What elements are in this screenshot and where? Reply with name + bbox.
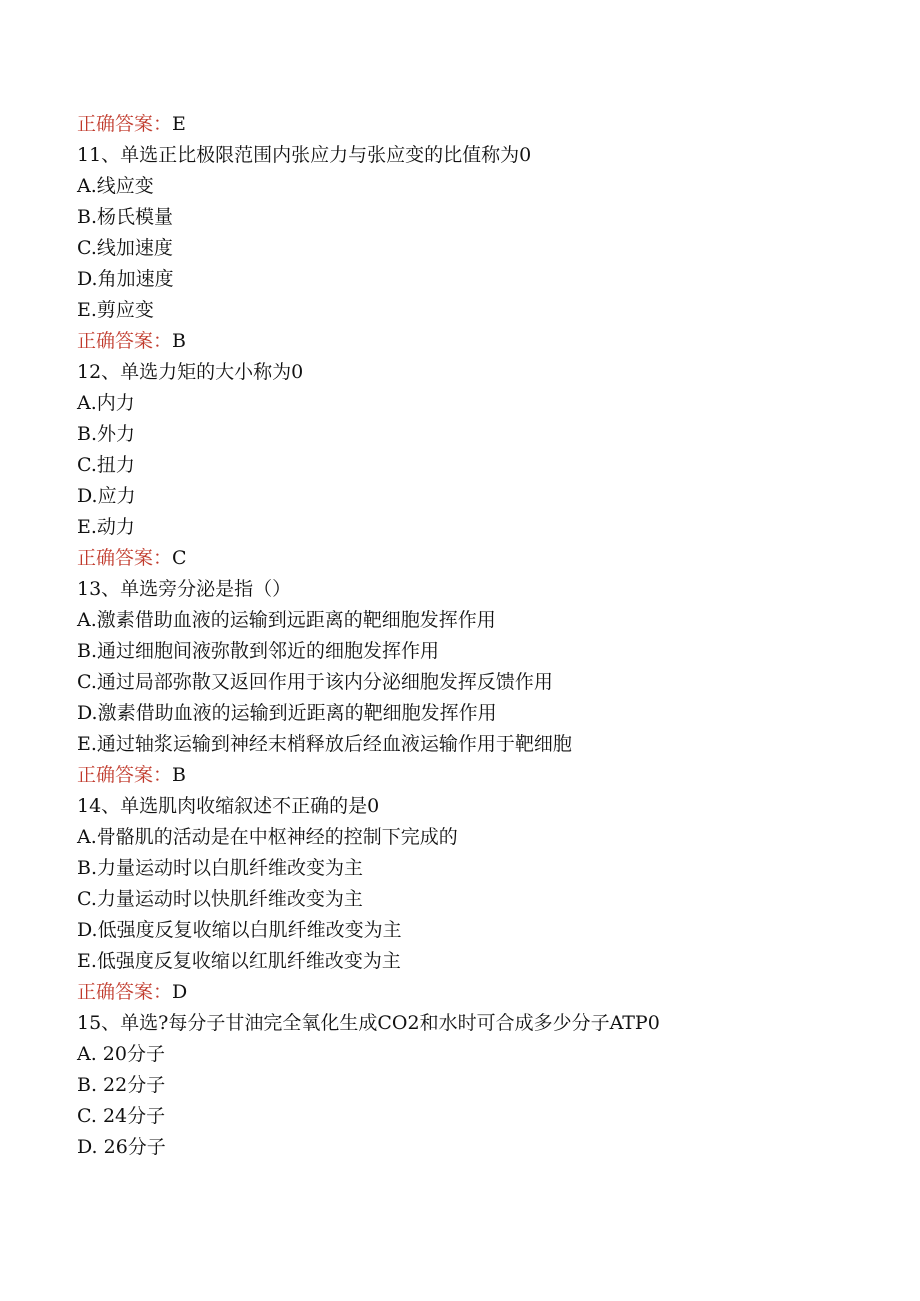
answer-value: C [172,547,187,569]
option-item: C. 24分子 [77,1105,166,1127]
question-stem: 12、单选力矩的大小称为0 [77,361,304,383]
question-stem: 11、单选正比极限范围内张应力与张应变的比值称为0 [77,144,532,166]
answer-line [77,543,897,574]
question-stem: 14、单选肌肉收缩叙述不正确的是0 [77,795,380,817]
answer-label: 正确答案： [77,113,173,135]
option-item: B.杨氏模量 [77,206,174,228]
answer-label: 正确答案： [77,981,173,1003]
option-item: C.线加速度 [77,237,173,259]
option-item: B.力量运动时以白肌纤维改变为主 [77,857,364,879]
answer-line [77,760,897,791]
answer-value: D [172,981,188,1003]
option-item: A.内力 [77,392,135,414]
option-item: C.力量运动时以快肌纤维改变为主 [77,888,363,910]
option-item: E.动力 [77,516,135,538]
answer-value: B [172,330,186,352]
option-item: B.通过细胞间液弥散到邻近的细胞发挥作用 [77,640,440,662]
option-item: A.激素借助血液的运输到远距离的靶细胞发挥作用 [77,609,496,631]
answer-value: B [172,764,186,786]
answer-label: 正确答案： [77,764,173,786]
option-item: B. 22分子 [77,1074,166,1096]
option-item: E.剪应变 [77,299,154,321]
option-item: C.通过局部弥散又返回作用于该内分泌细胞发挥反馈作用 [77,671,553,693]
option-item: D.角加速度 [77,268,174,290]
option-item: A. 20分子 [77,1043,165,1065]
question-stem: 15、单选?每分子甘油完全氧化生成CO2和水时可合成多少分子ATP0 [77,1012,660,1034]
option-item: C.扭力 [77,454,135,476]
option-item: E.通过轴浆运输到神经末梢释放后经血液运输作用于靶细胞 [77,733,572,755]
option-item: A.线应变 [77,175,154,197]
answer-line [77,326,897,357]
answer-line [77,977,897,1008]
answer-value: E [172,113,186,135]
option-item: D.低强度反复收缩以白肌纤维改变为主 [77,919,402,941]
option-item: D. 26分子 [77,1136,166,1158]
option-item: D.激素借助血液的运输到近距离的靶细胞发挥作用 [77,702,497,724]
option-item: A.骨骼肌的活动是在中枢神经的控制下完成的 [77,826,458,848]
answer-label: 正确答案： [77,330,173,352]
option-item: D.应力 [77,485,136,507]
document-page [77,109,897,1163]
question-stem: 13、单选旁分泌是指（） [77,578,292,600]
option-item: E.低强度反复收缩以红肌纤维改变为主 [77,950,401,972]
answer-label: 正确答案： [77,547,173,569]
answer-line [77,109,897,140]
option-item: B.外力 [77,423,136,445]
